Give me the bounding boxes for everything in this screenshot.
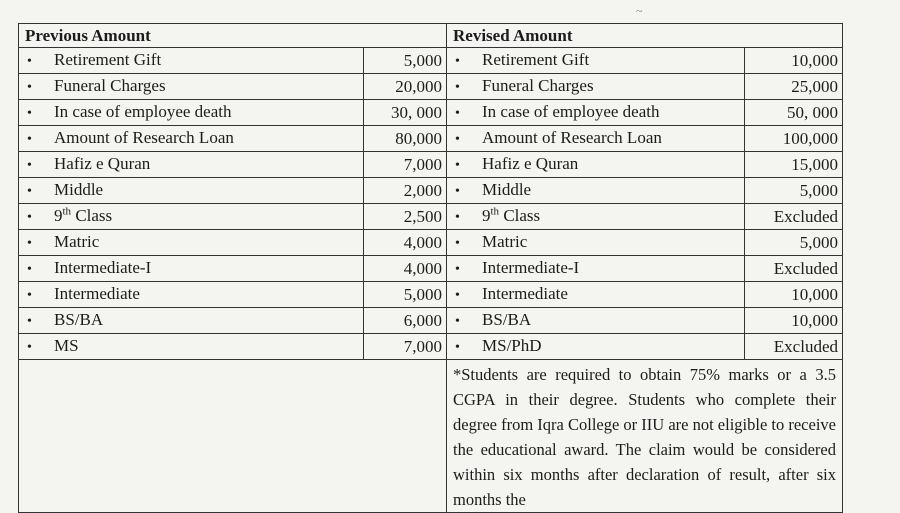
revised-item-cell [447, 126, 745, 152]
bullet-icon: • [27, 132, 32, 147]
revised-amount-cell: 10,000 [745, 48, 843, 74]
note-row [19, 360, 843, 513]
bullet-icon: • [455, 132, 460, 147]
revised-item-cell [447, 48, 745, 74]
revised-item-label: Intermediate [482, 284, 568, 303]
previous-amount-header: Previous Amount [19, 24, 447, 48]
revised-amount-cell: 50, 000 [745, 100, 843, 126]
table-row [19, 204, 843, 230]
previous-amount-cell: 30, 000 [364, 100, 447, 126]
previous-item-label: BS/BA [54, 310, 104, 329]
previous-amount-cell: 7,000 [364, 334, 447, 360]
bullet-icon: • [455, 80, 460, 95]
eligibility-note: *Students are required to obtain 75% marks or a 3.5 CGPA in their degree. Students who complete their degree from Iqra College or IIU are not eligible to receive the educational award. The claim would be considered within six months after declaration of result, after six months the [447, 360, 843, 513]
previous-amount-cell: 7,000 [364, 152, 447, 178]
revised-item-cell [447, 152, 745, 178]
revised-amount-cell: Excluded [745, 334, 843, 360]
revised-item-label: MS/PhD [482, 336, 542, 355]
revised-amount-cell: 100,000 [745, 126, 843, 152]
bullet-icon: • [27, 262, 32, 277]
table-row [19, 152, 843, 178]
revised-item-label: Matric [482, 232, 528, 251]
previous-amount-cell: 2,500 [364, 204, 447, 230]
previous-amount-cell: 20,000 [364, 74, 447, 100]
previous-amount-cell: 4,000 [364, 256, 447, 282]
table-row [19, 126, 843, 152]
previous-item-label: Retirement Gift [54, 50, 162, 69]
revised-item-cell [447, 74, 745, 100]
previous-item-label: Intermediate [54, 284, 140, 303]
previous-item-cell [19, 74, 364, 100]
table-row [19, 100, 843, 126]
previous-item-cell [19, 308, 364, 334]
bullet-icon: • [27, 54, 32, 69]
previous-item-label: MS [54, 336, 79, 355]
bullet-icon: • [27, 236, 32, 251]
table-row [19, 48, 843, 74]
scan-speck: ~ [636, 4, 643, 18]
previous-amount-cell: 80,000 [364, 126, 447, 152]
previous-item-cell [19, 152, 364, 178]
revised-amount-cell: Excluded [745, 204, 843, 230]
revised-amount-cell: 25,000 [745, 74, 843, 100]
bullet-icon: • [455, 314, 460, 329]
bullet-icon: • [27, 80, 32, 95]
bullet-icon: • [455, 288, 460, 303]
revised-item-ordinal: th [490, 205, 500, 218]
revised-item-label-rest: Class [499, 206, 541, 225]
header-row [19, 24, 843, 48]
bullet-icon: • [455, 184, 460, 199]
revised-item-label: Intermediate-I [482, 258, 580, 277]
previous-item-label: Intermediate-I [54, 258, 152, 277]
previous-amount-cell: 5,000 [364, 282, 447, 308]
revised-item-cell [447, 282, 745, 308]
bullet-icon: • [455, 54, 460, 69]
revised-item-label: 9 [482, 206, 491, 225]
revised-item-cell [447, 334, 745, 360]
previous-item-label: Amount of Research Loan [54, 128, 234, 147]
table-row [19, 308, 843, 334]
previous-item-label-rest: Class [71, 206, 113, 225]
revised-amount-cell: 5,000 [745, 230, 843, 256]
bullet-icon: • [455, 210, 460, 225]
previous-item-cell [19, 282, 364, 308]
revised-amount-header: Revised Amount [447, 24, 843, 48]
previous-amount-cell: 2,000 [364, 178, 447, 204]
bullet-icon: • [455, 158, 460, 173]
table-row [19, 334, 843, 360]
bullet-icon: • [455, 106, 460, 121]
revised-item-label: In case of employee death [482, 102, 660, 121]
previous-item-cell [19, 178, 364, 204]
revised-amount-cell: 5,000 [745, 178, 843, 204]
table-row [19, 74, 843, 100]
previous-item-label: 9 [54, 206, 63, 225]
revised-item-label: Amount of Research Loan [482, 128, 662, 147]
revised-item-cell [447, 204, 745, 230]
table-row [19, 230, 843, 256]
cut-off-heading [28, 0, 268, 4]
revised-item-cell [447, 230, 745, 256]
bullet-icon: • [27, 210, 32, 225]
revised-item-cell [447, 178, 745, 204]
bullet-icon: • [455, 340, 460, 355]
previous-item-ordinal: th [62, 205, 72, 218]
bullet-icon: • [455, 236, 460, 251]
revised-amount-cell: 10,000 [745, 282, 843, 308]
bullet-icon: • [27, 314, 32, 329]
bullet-icon: • [27, 288, 32, 303]
previous-item-cell [19, 126, 364, 152]
previous-item-label: In case of employee death [54, 102, 232, 121]
table-row [19, 256, 843, 282]
previous-item-label: Funeral Charges [54, 76, 166, 95]
revised-item-label: BS/BA [482, 310, 532, 329]
previous-item-label: Middle [54, 180, 104, 199]
revised-item-label: Retirement Gift [482, 50, 590, 69]
bullet-icon: • [27, 184, 32, 199]
revised-item-cell [447, 308, 745, 334]
previous-item-cell [19, 334, 364, 360]
revised-amount-cell: Excluded [745, 256, 843, 282]
previous-item-cell [19, 48, 364, 74]
revised-item-cell [447, 256, 745, 282]
bullet-icon: • [455, 262, 460, 277]
revised-item-label: Hafiz e Quran [482, 154, 579, 173]
previous-item-cell [19, 204, 364, 230]
previous-item-cell [19, 230, 364, 256]
revised-amount-cell: 10,000 [745, 308, 843, 334]
previous-amount-cell: 5,000 [364, 48, 447, 74]
previous-item-label: Hafiz e Quran [54, 154, 151, 173]
table-row [19, 282, 843, 308]
revised-item-cell [447, 100, 745, 126]
revised-item-label: Middle [482, 180, 532, 199]
previous-item-cell [19, 100, 364, 126]
bullet-icon: • [27, 106, 32, 121]
table-row [19, 178, 843, 204]
revised-amount-cell: 15,000 [745, 152, 843, 178]
bullet-icon: • [27, 158, 32, 173]
previous-item-label: Matric [54, 232, 100, 251]
previous-amount-cell: 4,000 [364, 230, 447, 256]
amount-table [18, 23, 843, 513]
revised-item-label: Funeral Charges [482, 76, 594, 95]
previous-item-cell [19, 256, 364, 282]
previous-amount-cell: 6,000 [364, 308, 447, 334]
empty-cell [19, 360, 447, 513]
bullet-icon: • [27, 340, 32, 355]
